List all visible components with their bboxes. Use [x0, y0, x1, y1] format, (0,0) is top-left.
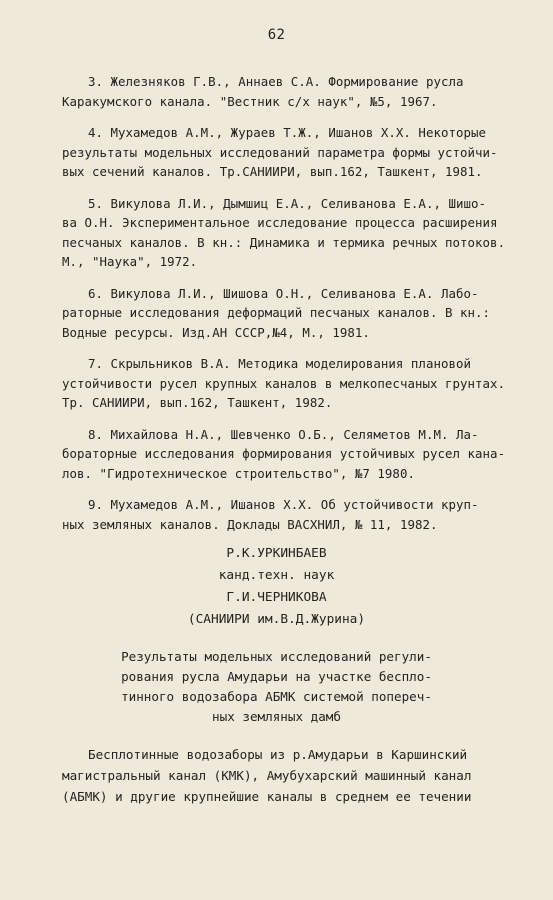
reference-line: лов. "Гидротехническое строительство", №7 1980. [62, 465, 415, 481]
reference-line: устойчивости русел крупных каналов в мелкопесчаных грунтах. [62, 375, 506, 391]
reference-line: бораторные исследования формирования устойчивых русел кана- [62, 446, 506, 461]
reference-item [62, 284, 532, 343]
author-affiliation: (САНИИРИ им.В.Д.Журина) [187, 612, 366, 627]
reference-line: 3. Железняков Г.В., Аннаев С.А. Формирование русла [88, 74, 464, 89]
title-line: рования русла Амударьи на участке беспло- [121, 669, 432, 684]
author-block [0, 543, 553, 631]
reference-line: Тр. САНИИРИ, вып.162, Ташкент, 1982. [62, 395, 333, 410]
reference-line: М., "Наука", 1972. [62, 254, 198, 269]
reference-line: вых сечений каналов. Тр.САНИИРИ, вып.162, Ташкент, 1981. [62, 164, 483, 179]
reference-list [62, 72, 532, 546]
author-name: Г.И.ЧЕРНИКОВА [226, 590, 327, 605]
reference-line: 5. Викулова Л.И., Дымшиц Е.А., Селиванова Е.А., Шишо- [88, 195, 487, 211]
title-line: ных земляных дамб [212, 709, 341, 724]
reference-line: результаты модельных исследований параметра формы устойчи- [62, 144, 498, 160]
reference-line: раторные исследования деформаций песчаных каналов. В кн.: [62, 305, 491, 320]
body-paragraph [62, 744, 532, 807]
reference-line: Водные ресурсы. Изд.АН СССР,№4, М., 1981. [62, 324, 370, 340]
body-line: Бесплотинные водозаборы из р.Амударьи в Каршинский [88, 747, 468, 762]
author-name: Р.К.УРКИНБАЕВ [226, 546, 327, 561]
reference-item [62, 425, 532, 484]
reference-item [62, 354, 532, 413]
reference-item [62, 72, 532, 111]
reference-line: 6. Викулова Л.И., Шишова О.Н., Селиванова Е.А. Лабо- [88, 285, 479, 301]
reference-item [62, 495, 532, 534]
reference-line: Каракумского канала. "Вестник с/х наук", №5, 1967. [62, 93, 438, 109]
reference-line: ва О.Н. Экспериментальное исследование процесса расширения [62, 215, 498, 230]
page-number: 62 [267, 27, 286, 43]
reference-line: ных земляных каналов. Доклады ВАСХНИЛ, № 11, 1982. [62, 516, 438, 532]
author-degree: канд.техн. наук [218, 568, 335, 583]
title-line: Результаты модельных исследований регули- [121, 649, 432, 664]
title-line: тинного водозабора АБМК системой попереч- [121, 689, 432, 704]
reference-line: 4. Мухамедов А.М., Жураев Т.Ж., Ишанов Х.Х. Некоторые [88, 125, 487, 140]
body-line: магистральный канал (КМК), Амубухарский машинный канал [62, 768, 472, 783]
reference-item [62, 194, 532, 272]
body-line: (АБМК) и другие крупнейшие каналы в среднем ее течении [62, 789, 472, 804]
reference-line: 9. Мухамедов А.М., Ишанов Х.Х. Об устойчивости круп- [88, 497, 479, 512]
reference-item [62, 123, 532, 182]
reference-line: песчаных каналов. В кн.: Динамика и термика речных потоков. [62, 234, 506, 250]
article-title [0, 647, 553, 727]
reference-line: 7. Скрыльников В.А. Методика моделирования плановой [88, 356, 471, 371]
reference-line: 8. Михайлова Н.А., Шевченко О.Б., Селяметов М.М. Ла- [88, 426, 479, 442]
